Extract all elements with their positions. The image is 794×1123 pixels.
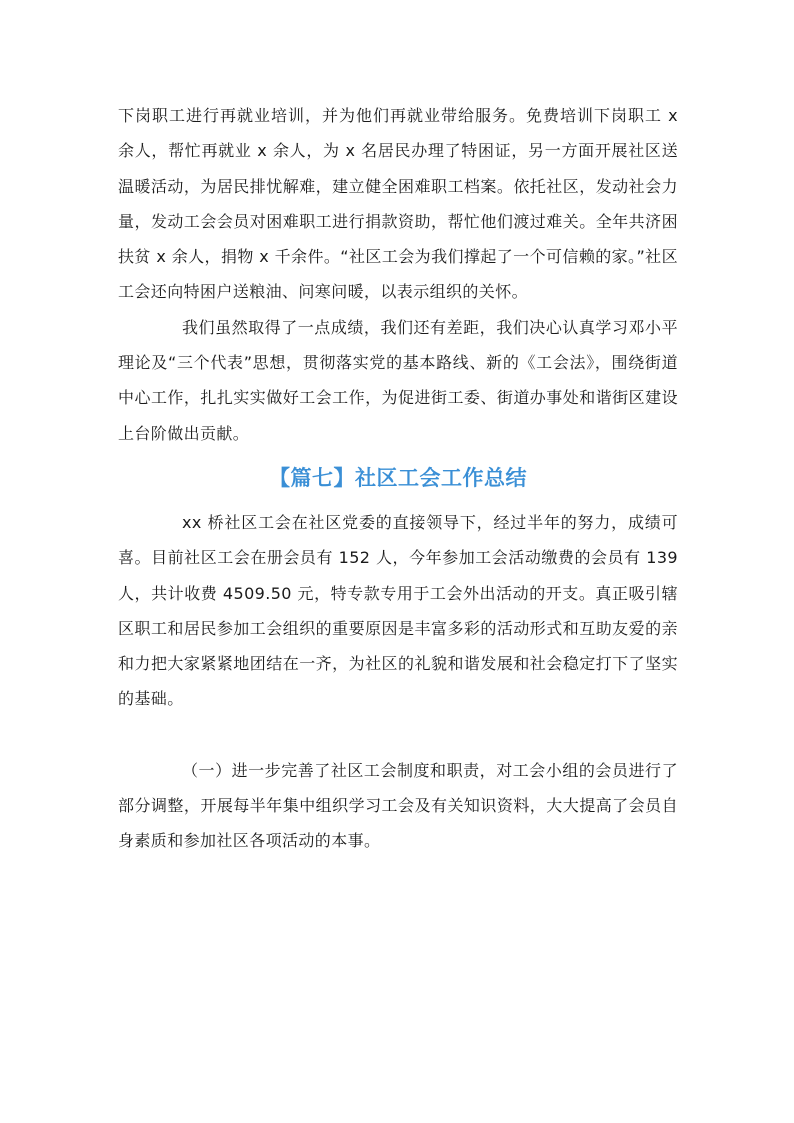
document-page bbox=[118, 98, 678, 859]
section-heading: 【篇七】社区工会工作总结 bbox=[269, 465, 527, 490]
paragraph-reemployment: 下岗职工进行再就业培训，并为他们再就业带给服务。免费培训下岗职工 x 余人，帮忙再就业 x 余人，为 x 名居民办理了特困证，另一方面开展社区送温暖活动，为居民排忧解难，建立健全困难职工档案。依托社区，发动社会力量，发动工会会员对困难职工进行捐款资助，帮忙他们渡过难关。全年共济困扶贫 x 余人，捐物 x 千余件。“社区工会为我们撑起了一个可信赖的家。”社区工会还向特困户送粮油、问寒问暖，以表示组织的关怀。 bbox=[118, 106, 678, 302]
paragraph-item-one: （一）进一步完善了社区工会制度和职责，对工会小组的会员进行了部分调整，开展每半年集中组织学习工会及有关知识资料，大大提高了会员自身素质和参加社区各项活动的本事。 bbox=[118, 760, 678, 851]
paragraph-conclusion: 我们虽然取得了一点成绩，我们还有差距，我们决心认真学习邓小平理论及“三个代表”思想，贯彻落实党的基本路线、新的《工会法》，围绕街道中心工作，扎扎实实做好工会工作，为促进街工委、街道办事处和谐街区建设上台阶做出贡献。 bbox=[118, 317, 678, 443]
blank-line bbox=[118, 717, 678, 753]
paragraph-summary-intro: xx 桥社区工会在社区党委的直接领导下，经过半年的努力，成绩可喜。目前社区工会在册会员有 152 人，今年参加工会活动缴费的会员有 139 人，共计收费 4509.50 元，特专款专用于工会外出活动的开支。真正吸引辖区职工和居民参加工会组织的重要原因是丰富多彩的活动形式和互助友爱的亲和力把大家紧紧地团结在一齐，为社区的礼貌和谐发展和社会稳定打下了坚实的基础。 bbox=[118, 512, 678, 709]
